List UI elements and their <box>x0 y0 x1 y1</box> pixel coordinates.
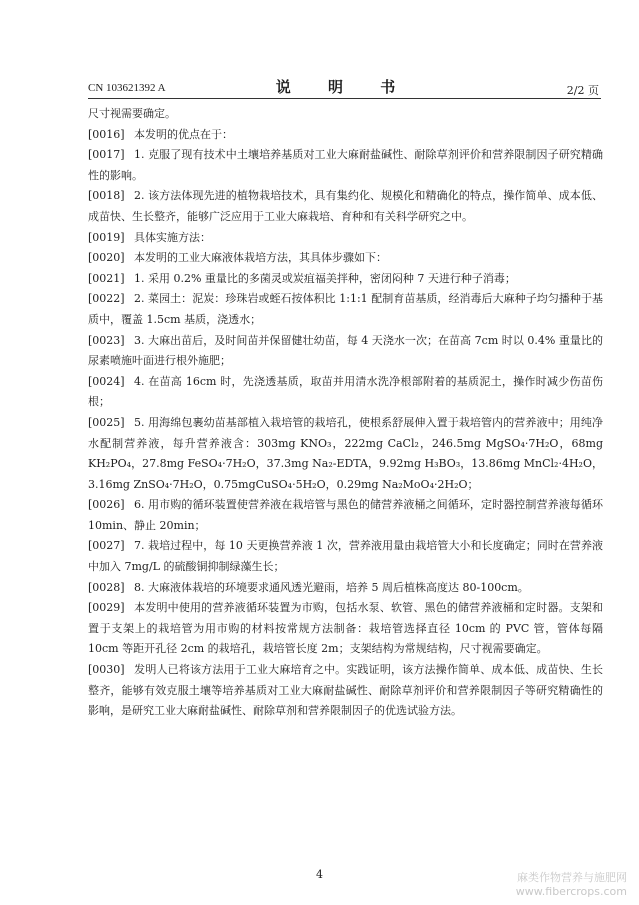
paragraph-number: [0020] <box>88 251 125 265</box>
paragraph-text: 4. 在苗高 16cm 时，先浇透基质，取苗并用清水洗净根部附着的基质泥土，操作时减少伤苗伤根； <box>88 374 603 409</box>
paragraph-number: [0025] <box>88 415 125 429</box>
paragraph-number: [0018] <box>88 189 125 203</box>
paragraph-number: [0028] <box>88 580 125 594</box>
paragraph-text: 2. 菜园土：泥炭：珍珠岩或蛭石按体积比 1:1:1 配制育苗基质，经消毒后大麻种子均匀播种于基质中，覆盖 1.5cm 基质，浇透水； <box>88 292 603 326</box>
paragraph-text: 6. 用市购的循环装置使营养液在栽培管与黑色的储营养液桶之间循环，定时器控制营养液每循环 10min、静止 20min； <box>88 498 603 532</box>
watermark-line: www.fibercrops.com <box>515 885 627 898</box>
paragraph <box>88 598 603 660</box>
paragraph <box>88 104 603 125</box>
paragraph-number: [0017] <box>88 148 125 162</box>
document-title: 说 明 书 <box>275 78 412 96</box>
paragraph-number: [0023] <box>88 333 125 347</box>
paragraph-text: 具体实施方法： <box>134 230 211 244</box>
paragraph-text: 7. 栽培过程中，每 10 天更换营养液 1 次，营养液用量由栽培管大小和长度确定；同时在营养液中加入 7mg/L 的硫酸铜抑制绿藻生长； <box>88 539 603 574</box>
paragraph <box>88 248 603 269</box>
paragraph <box>88 269 603 290</box>
paragraph-number: [0027] <box>88 539 125 553</box>
watermark-line: 麻类作物营养与施肥网 <box>517 871 627 884</box>
paragraph-text: 2. 该方法体现先进的植物栽培技术，具有集约化、规模化和精确化的特点，操作简单、成本低、成苗快、生长整齐，能够广泛应用于工业大麻栽培、育种和有关科学研究之中。 <box>88 189 603 223</box>
page-indicator: 2/2 页 <box>566 84 599 97</box>
paragraph <box>88 413 603 495</box>
paragraph <box>88 145 603 186</box>
paragraph-number: [0026] <box>88 498 125 512</box>
paragraph-number: [0021] <box>88 271 125 285</box>
paragraph-text: 本发明中使用的营养液循环装置为市购，包括水泵、软管、黑色的储营养液桶和定时器。支架和置于支架上的栽培管为用市购的材料按常规方法制备：栽培管选择直径 10cm 的 PVC 管，管体每隔 10cm 等距开孔径 2cm 的栽培孔，栽培管长度 2m；支架结构为常规结构，尺寸视需要确定。 <box>88 601 603 656</box>
page-number: 4 <box>316 868 323 881</box>
paragraph-number: [0030] <box>88 663 125 677</box>
paragraph <box>88 372 603 413</box>
paragraph-text: 1. 克服了现有技术中土壤培养基质对工业大麻耐盐碱性、耐除草剂评价和营养限制因子研究精确性的影响。 <box>88 148 603 182</box>
paragraph <box>88 536 603 577</box>
paragraph-number: [0016] <box>88 127 125 141</box>
paragraph-text: 发明人已将该方法用于工业大麻培育之中。实践证明，该方法操作简单、成本低、成苗快、生长整齐，能够有效克服土壤等培养基质对工业大麻耐盐碱性、耐除草剂评价和营养限制因子等研究精确性的影响，是研究工业大麻耐盐碱性、耐除草剂和营养限制因子的优选试验方法。 <box>88 663 603 718</box>
document-body <box>88 104 603 722</box>
paragraph-text: 8. 大麻液体栽培的环境要求通风透光避雨，培养 5 周后植株高度达 80-100cm。 <box>134 580 529 594</box>
header-divider <box>88 98 601 99</box>
paragraph-text: 本发明的工业大麻液体栽培方法，其具体步骤如下： <box>134 251 387 265</box>
paragraph-text: 1. 采用 0.2% 重量比的多菌灵或炭疽福美拌种，密闭闷种 7 天进行种子消毒； <box>134 271 516 285</box>
paragraph <box>88 125 603 146</box>
paragraph <box>88 331 603 372</box>
paragraph <box>88 578 603 599</box>
paragraph <box>88 495 603 536</box>
page-header <box>88 76 599 96</box>
paragraph-text: 5. 用海绵包裹幼苗基部植入栽培管的栽培孔，使根系舒展伸入置于栽培管内的营养液中；用纯净水配制营养液，每升营养液含：303mg KNO₃，222mg CaCl₂，246.5mg MgSO₄·7H₂O，68mg KH₂PO₄，27.8mg FeSO₄·7H₂O，37.3mg Na₂-EDTA，9.92mg H₃BO₃，13.86mg MnCl₂·4H₂O，3.16mg ZnSO₄·7H₂O，0.75mgCuSO₄·5H₂O，0.29mg Na₂MoO₄·2H₂O； <box>88 415 603 491</box>
paragraph <box>88 660 603 722</box>
paragraph-text: 3. 大麻出苗后，及时间苗并保留健壮幼苗，每 4 天浇水一次；在苗高 7cm 时以 0.4% 重量比的尿素喷施叶面进行根外施肥； <box>88 333 603 368</box>
watermark <box>516 871 627 899</box>
patent-number: CN 103621392 A <box>88 82 166 94</box>
paragraph-number: [0022] <box>88 292 125 306</box>
paragraph-number: [0019] <box>88 230 125 244</box>
paragraph <box>88 186 603 227</box>
paragraph <box>88 228 603 249</box>
paragraph-number: [0024] <box>88 374 125 388</box>
paragraph <box>88 289 603 330</box>
paragraph-number: [0029] <box>88 601 125 615</box>
paragraph-text: 尺寸视需要确定。 <box>88 107 176 120</box>
paragraph-text: 本发明的优点在于： <box>134 127 233 141</box>
